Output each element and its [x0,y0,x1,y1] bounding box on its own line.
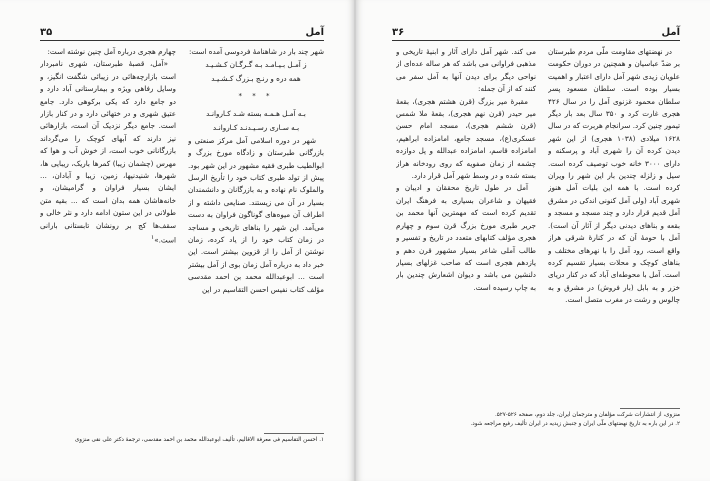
footnote-rule [264,433,324,434]
page-36 [356,0,710,481]
quoted-paragraph [40,58,176,246]
footnote-rule [620,408,680,409]
footnotes [40,436,324,445]
footnote: منزوی، از انتشارات شرکت مؤلفان و مترجمان ایران، جلد دوم، صفحه ۵۲۶-۵۲۷. [494,412,680,418]
page-header [40,22,324,38]
footnotes [392,411,680,429]
footnote: ۱. احسن التقاسیم فی معرفة الاقالیم، تألیف ابوعبدالله محمد بن احمد مقدسی، ترجمهٔ دکتر علی نقی منزوی [74,437,324,443]
section-divider: * * * [238,92,274,101]
footnote-marker[interactable]: ۱ [151,234,155,242]
poem-line: بـه آمـل هـمـه بسته شـد کـاروانـد [206,108,306,118]
poem-line: ز آمـل بـیـامـد بـه گـرگـان کـشـیـد [205,60,307,70]
poem-verse [188,58,324,86]
column-intro: شهر چند بار در شاهنامهٔ فردوسی آمده است: [188,47,324,56]
running-title: آمل [305,27,324,38]
quote-text: «آمل، قصبهٔ طبرستان، شهری نامبردار است بازارچه‌هائی در زیبائی شگفت انگیز، و وسایل رفاهی ویژه و بیمارستانی آباد دارد و دو جامع دارد که یکی برکوهی دارد. جامع عتیق شهری و در ختهائی دارد و در کنار بازار است. جامع دیگر نزدیک آن است، بازارهائی نیز دارند که آبهای کوچک را می‌گرداند بازرگانانی خوب است، از خوش آب و هوا که مهرس (چشمان زیبا) کمرها باریک، ریبایی ها، شهرها، شنیدنیها، زمین، زیبا و آبادان، ... ایشان بسیار فراوان و گرامیشان، و خانه‌هاشان همه بدان است که ... بقیه متن طولانی در این ستون ادامه دارد و نثر خالی و سقف‌ها کج بر رونشان تابستانی بارانی است.» [40,59,176,245]
text-column-right [548,46,680,446]
page-number: ۳۵ [40,27,53,38]
page-number: ۳۶ [392,27,405,38]
body-paragraph: آمل در طول تاریخ محققان و ادیبان و فقیهان و شاعران بسیاری به فرهنگ ایران تقدیم کرده است که مهمترین آنها محمد بن جریر طبری مورخ بزرگ قرن سوم و چهارم هجری مؤلف کتابهای متعدد در تاریخ و تفسیر و طالب آملی شاعر بسیار مشهور قرن دهم و یازدهم هجری است که صاحب غزلهای بسیار دلنشین می باشد و دیوان اشعارش چندین بار به چاپ رسیده است. [396,183,536,292]
body-paragraph: می کند. شهر آمل دارای آثار و ابنیهٔ تاریخی و مذهبی فراوانی می باشد که هر ساله عده‌ای از نواحی دیگر برای دیدن آنها به آمل سفر می کنند که از آن جمله: [396,47,536,94]
footnote: ۲. در این باره به تاریخ نهضتهای ملّی ایران و جنبش زیدیه در ایران تألیف رفیع مراجعه شود. [470,421,680,427]
column-intro: چهارم هجری درباره آمل چنین نوشته است: [47,47,176,56]
text-column-right [188,46,324,406]
poem-line: بـه سـاری رسـیـدنـد کـاروانـد [212,122,300,132]
body-paragraph: شهر در دوره اسلامی آمل مرکز صنعتی و بازرگانی طبرستان و زادگاه مورخ بزرگ و ابوالطیب طبری فقیه مشهور در این شهر بود. پیش از تولد طبری کتاب خود را تأریخ الرسل والملوک نام نهاده و به بازرگانان و دانشمندان بسیار در آن می زیستند. صنایعی داشته و از اطراف آن میوه‌های گوناگون فراوان به دست می‌آمد. این شهر را بناهای تاریخی و مساجد در زمان کتاب خود را از یاد کرده، زمان نوشتن از آمل را از قزوین بیشتر است. این خبر داد به درباره آمل زمان بوی از آمل بیشتر است ... ابوعبدالله محمد بن احمد مقدسی مؤلف کتاب نفیس احسن التقاسیم در این [188,135,324,294]
page-35 [0,0,354,481]
header-rule [392,40,680,41]
running-title: آمل [661,27,680,38]
body-paragraph: در نهضتهای مقاومت ملّی مردم طبرستان بر ضدّ عباسیان و همچنین در دوران حکومت علویان زیدی شهر آمل دارای اعتبار و اهمیت بسیار بوده است. سلطان مسعود پسر سلطان محمود غزنوی آمل را در سال ۴۲۶ هجری غارت کرد و ۳۵۰ سال بعد بار دیگر تیمور چنین کرد. سرانجام هربرت که در سال ۱۶۲۸ میلادی (۱۰۳۸ هجری) از این شهر دیدن کرده آن را شهری آباد و پرسکنه و دارای ۳۰۰۰ خانه خوب توصیف کرده است. سیل و زلزله چندین بار این شهر را ویران کرده است. با همه این بلیات آمل هنوز شهری آباد (ولی آمل کنونی اندکی در مشرق آمل قدیم قرار دارد و چند مسجد و مسجد و بقعه و بناهای دیدنی دیگر از آثار آن است). آمل با حومهٔ آن که در کنارهٔ شرقی هراز واقع است، رود آمل را با نهرهای مختلف و بناهای کوچک و محلات بسیار تقسیم کرده است. آمل با محوطه‌ای آباد که در کنار دریای خزر و به بابل (بار فروش) در مشرق و به چالوس و رشت در مغرب متصل است. [548,47,680,305]
poem-verse [188,107,324,135]
text-column-left [396,46,536,346]
monuments-paragraph: مقبرهٔ میر بزرگ (قرن هشتم هجری)، بقعهٔ میر حیدر (قرن نهم هجری)، بقعهٔ ملا شمس (قرن ششم هجری)، مسجد امام حسن عسکری(ع)، مسجد جامع، امامزاده ابراهیم، امامزاده قاسم، امامزاده عبدالله و پل دوازده چشمه از زمان صفویه که روی رودخانه هراز بسته شده و در وسط شهر آمل قرار دارد. [396,96,536,181]
text-column-left [40,46,176,426]
page-header [392,22,680,38]
poem-line: همه دره و رنـج بـزرگ کـشـیـد [211,74,301,84]
header-rule [40,40,324,41]
